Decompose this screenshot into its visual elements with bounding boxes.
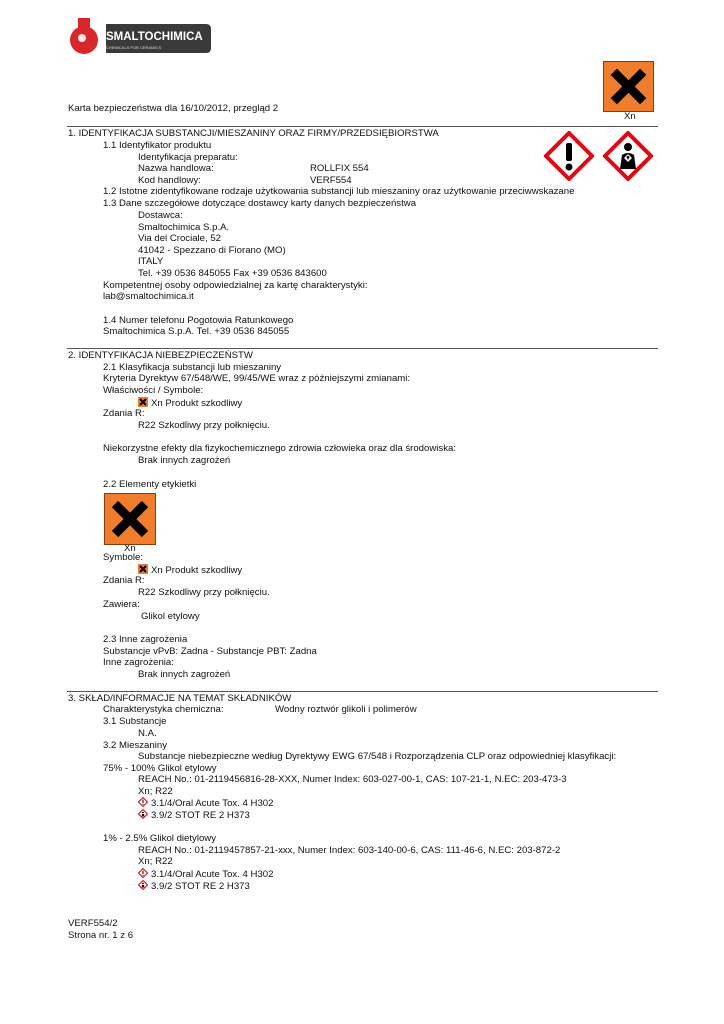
s1-line: Identyfikacja preparatu: xyxy=(138,152,238,163)
divider xyxy=(67,691,658,692)
divider xyxy=(67,126,658,127)
supplier-city: 41042 - Spezzano di Fiorano (MO) xyxy=(138,245,286,256)
s2-symbol-text: Xn Produkt szkodliwy xyxy=(151,565,243,576)
trade-code-label: Kod handlowy: xyxy=(138,175,201,186)
s2-line: Substancje vPvB: Zadna - Substancje PBT: Zadna xyxy=(103,646,317,657)
emergency-phone: Smaltochimica S.p.A. Tel. +39 0536 845055 xyxy=(103,326,290,337)
s2-symbol-line xyxy=(138,564,242,576)
trade-name-label: Nazwa handlowa: xyxy=(138,163,214,174)
ghs-exclamation-icon xyxy=(544,131,594,181)
component-class: Xn; R22 xyxy=(138,856,173,867)
hazard-text: 3.9/2 STOT RE 2 H373 xyxy=(151,881,250,892)
s2-line: 2.3 Inne zagrożenia xyxy=(103,634,188,645)
divider xyxy=(67,348,658,349)
supplier-country: ITALY xyxy=(138,256,164,267)
xn-hazard-icon xyxy=(603,61,654,112)
s2-line: Glikol etylowy xyxy=(141,611,200,622)
s2-line: Brak innych zagrożeń xyxy=(138,669,231,680)
xn-caption: Xn xyxy=(124,543,136,554)
s1-line: 1.4 Numer telefonu Pogotowia Ratunkowego xyxy=(103,315,294,326)
s2-line: Zdania R: xyxy=(103,408,145,419)
s2-line: Symbole: xyxy=(103,552,143,563)
s1-line: Dostawca: xyxy=(138,210,183,221)
s3-line: N.A. xyxy=(138,728,157,739)
component-hazard xyxy=(138,868,273,880)
section-1-title: 1. IDENTYFIKACJA SUBSTANCJI/MIESZANINY ORAZ FIRMY/PRZEDSIĘBIORSTWA xyxy=(68,128,439,139)
s2-line: R22 Szkodliwy przy połknięciu. xyxy=(138,587,270,598)
xn-hazard-icon xyxy=(138,564,148,574)
s3-line: Substancje niebezpieczne według Dyrektywy EWG 67/548 i Rozporządzenia CLP oraz odpowiedniej klasyfikacji: xyxy=(138,751,617,762)
ghs-exclamation-icon xyxy=(138,868,148,878)
component-hazard xyxy=(138,797,273,809)
component-hazard xyxy=(138,809,250,821)
hazard-text: 3.1/4/Oral Acute Tox. 4 H302 xyxy=(151,798,274,809)
xn-caption: Xn xyxy=(624,111,636,122)
s2-line: 2.1 Klasyfikacja substancji lub mieszaniny xyxy=(103,362,282,373)
s1-line: 1.2 Istotne zidentyfikowane rodzaje użytkowania substancji lub mieszaniny oraz użytkowanie przeciwwskazane xyxy=(103,186,575,197)
logo-tagline: CHEMICALS FOR CERAMICS xyxy=(106,45,162,50)
s2-line: Kryteria Dyrektyw 67/548/WE, 99/45/WE wraz z późniejszymi zmianami: xyxy=(103,373,411,384)
trade-name-value: ROLLFIX 554 xyxy=(310,163,369,174)
component-name: 75% - 100% Glikol etylowy xyxy=(103,763,217,774)
s1-line: Kompetentnej osoby odpowiedzialnej za kartę charakterystyki: xyxy=(103,280,368,291)
s1-line: 1.1 Identyfikator produktu xyxy=(103,140,212,151)
s3-line: 3.1 Substancje xyxy=(103,716,167,727)
footer-doc-code: VERF554/2 xyxy=(68,918,118,929)
hazard-text: 3.1/4/Oral Acute Tox. 4 H302 xyxy=(151,869,274,880)
supplier-name: Smaltochimica S.p.A. xyxy=(138,222,230,233)
s2-line: R22 Szkodliwy przy połknięciu. xyxy=(138,420,270,431)
section-3-title: 3. SKŁAD/INFORMACJE NA TEMAT SKŁADNIKÓW xyxy=(68,693,292,704)
company-logo xyxy=(66,16,211,56)
component-reach: REACH No.: 01-2119457857-21-xxx, Numer Index: 603-140-00-6, CAS: 111-46-6, N.EC: 203-872-2 xyxy=(138,845,561,856)
s1-line: 1.3 Dane szczegółowe dotyczące dostawcy karty danych bezpieczeństwa xyxy=(103,198,417,209)
ghs-health-hazard-icon xyxy=(603,131,653,181)
footer-page-number: Strona nr. 1 z 6 xyxy=(68,930,134,941)
chem-char-value: Wodny roztwór glikoli i polimerów xyxy=(275,704,417,715)
trade-code-value: VERF554 xyxy=(310,175,352,186)
sheet-date: Karta bezpieczeństwa dla 16/10/2012, przegląd 2 xyxy=(68,103,279,114)
ghs-health-hazard-icon xyxy=(138,880,148,890)
hazard-text: 3.9/2 STOT RE 2 H373 xyxy=(151,810,250,821)
s2-symbol-text: Xn Produkt szkodliwy xyxy=(151,398,243,409)
component-class: Xn; R22 xyxy=(138,786,173,797)
s2-line: Zdania R: xyxy=(103,575,145,586)
component-name: 1% - 2.5% Glikol dietylowy xyxy=(103,833,217,844)
supplier-phone: Tel. +39 0536 845055 Fax +39 0536 843600 xyxy=(138,268,327,279)
s2-line: Zawiera: xyxy=(103,599,140,610)
section-2-title: 2. IDENTYFIKACJA NIEBEZPIECZEŃSTW xyxy=(68,350,253,361)
s2-symbol-line xyxy=(138,397,242,409)
s2-line: Inne zagrożenia: xyxy=(103,657,174,668)
component-hazard xyxy=(138,880,250,892)
logo-brand: SMALTOCHIMICA xyxy=(106,31,203,43)
xn-hazard-icon xyxy=(138,397,148,407)
ghs-health-hazard-icon xyxy=(138,809,148,819)
xn-hazard-icon xyxy=(104,493,156,545)
contact-email: lab@smaltochimica.it xyxy=(103,291,194,302)
component-reach: REACH No.: 01-2119456816-28-XXX, Numer Index: 603-027-00-1, CAS: 107-21-1, N.EC: 203-473-3 xyxy=(138,774,567,785)
s2-line: 2.2 Elementy etykietki xyxy=(103,479,197,490)
chem-char-label: Charakterystyka chemiczna: xyxy=(103,704,224,715)
s2-line: Brak innych zagrożeń xyxy=(138,455,231,466)
s2-line: Niekorzystne efekty dla fizykochemicznego zdrowia człowieka oraz dla środowiska: xyxy=(103,443,456,454)
supplier-street: Via del Crociale, 52 xyxy=(138,233,222,244)
s2-line: Właściwości / Symbole: xyxy=(103,385,204,396)
ghs-exclamation-icon xyxy=(138,797,148,807)
s3-line: 3.2 Mieszaniny xyxy=(103,740,167,751)
